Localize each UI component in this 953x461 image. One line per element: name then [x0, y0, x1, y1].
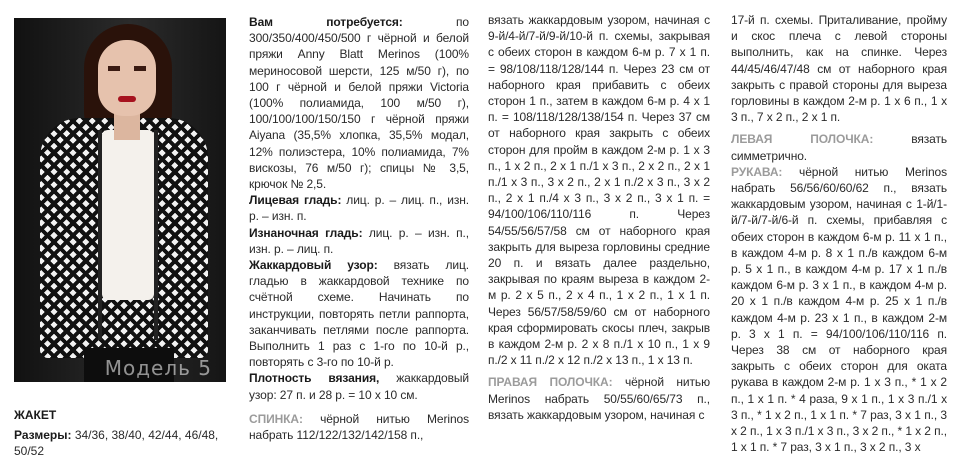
- model-photo: [14, 18, 226, 382]
- back-continued-paragraph: вязать жаккардовым узором, начиная с 9-й/4-й/7-й/9-й/10-й п. схемы, закрывая с обеих сторон в каждом 6-м р. 7 х 1 п. = 98/108/118/128/144 п. Через 23 см от наборного края прибавить с обеих сторон 1 п., затем в каждом 6-м р. 4 х 1 п. = 108/118/128/138/154 п. Через 37 см от наборного края закрыть с обеих сторон для пройм в каждом 2-м р. 1 х 3 п., 1 х 2 п., 2 х 1 п./1 х 3 п., 2 х 2 п., 2 х 1 п./1 х 3 п., 3 х 2 п., 2 х 1 п./2 х 3 п., 3 х 2 п., 2 х 1 п./4 х 3 п., 3 х 2 п., 3 х 1 п. = 94/100/106/110/116 п. Через 54/55/56/57/58 см от наборного края закрыть для выреза горловины средние 20 п. и вязать далее раздельно, закрывая по краям выреза в каждом 2-м р. 2 х 5 п., 2 х 4 п., 1 х 2 п., 1 х 1 п. Через 56/57/58/59/60 см от наборного края сформировать скосы плеч, закрыв в каждом 2-м р. 2 х 8 п./1 х 10 п., 1 х 9 п./2 х 11 п./2 х 12 п./2 х 13 п., 1 х 13 п.: [488, 13, 710, 368]
- instructions-column-2: [488, 12, 710, 461]
- jacquard-label: Жаккардовый узор:: [249, 258, 378, 273]
- reverse-stockinette-text: лиц. р. – изн. п., изн. р. – лиц. п.: [249, 225, 469, 256]
- stockinette-text: лиц. р. – лиц. п., изн. р. – изн. п.: [249, 193, 469, 224]
- stockinette-paragraph: [249, 192, 469, 224]
- right-front-text: чёрной нитью Merinos набрать 50/55/60/65/73 п., вязать жаккардовым узором, начиная с: [488, 375, 710, 422]
- right-front-continued-paragraph: 17-й п. схемы. Приталивание, пройму и скос плеча с левой стороны выполнить, как на спинке. Через 44/45/46/47/48 см от наборного края закрыть с правой стороны для выреза горловины в каждом 2-м р. 1 х 6 п., 1 х 3 п., 7 х 2 п., 2 х 1 п.: [731, 13, 947, 125]
- right-front-label: ПРАВАЯ ПОЛОЧКА:: [488, 375, 613, 390]
- jacquard-paragraph: [249, 257, 469, 370]
- instructions-column-3: [731, 12, 947, 461]
- sleeves-label: РУКАВА:: [731, 164, 783, 179]
- back-paragraph: [249, 411, 469, 443]
- back-label: СПИНКА:: [249, 411, 303, 426]
- gauge-paragraph: [249, 370, 469, 402]
- materials-label: Вам потребуется:: [249, 15, 403, 29]
- stockinette-label: Лицевая гладь:: [249, 193, 342, 208]
- gauge-label: Плотность вязания,: [249, 371, 380, 386]
- article-title: ЖАКЕТ: [14, 408, 57, 422]
- jacquard-text: вязать лиц. гладью в жаккардовой технике по счётной схеме. Начинать по инструкции, повторять петли раппорта, заканчивать петлями после раппорта. Выполнить 1 раз с 1-го по 10-й р., повторять с 3-го по 10-й р.: [249, 258, 469, 370]
- sleeves-paragraph: [731, 164, 947, 456]
- reverse-stockinette-label: Изнаночная гладь:: [249, 225, 363, 240]
- sizes-label: Размеры:: [14, 428, 72, 442]
- left-front-label: ЛЕВАЯ ПОЛОЧКА:: [731, 132, 874, 147]
- photo-caption: Модель 5: [104, 356, 212, 380]
- left-front-paragraph: [731, 131, 947, 163]
- right-front-paragraph: [488, 374, 710, 423]
- gauge-text: жаккардовый узор: 27 п. и 28 р. = 10 х 10 см.: [249, 371, 469, 402]
- materials-paragraph: [249, 14, 469, 192]
- blouse-shape: [102, 130, 154, 300]
- face-shape: [98, 40, 156, 116]
- sizes-line: [14, 427, 230, 459]
- back-text: чёрной нитью Merinos набрать 112/122/132/142/158 п.,: [249, 411, 469, 443]
- materials-text: по 300/350/400/450/500 г чёрной и белой пряжи Anny Blatt Merinos (100% мериносовой шерсти, 125 м/50 г), по 100 г чёрной и белой пряжи Victoria (100% полиамида, 100 м/50 г), 100/100/100/150/150 г чёрной пряжи Aiyana (35,5% хлопка, 35,5% модал, 12% полиэстера, 10% полиамида, 7% вискозы, 76 м/50 г); спицы № 3,5, крючок № 2,5.: [249, 15, 469, 192]
- left-front-text: вязать симметрично.: [731, 132, 947, 163]
- reverse-stockinette-paragraph: [249, 225, 469, 257]
- sleeves-text: чёрной нитью Merinos набрать 56/56/60/60/62 п., вязать жаккардовым узором, начиная с 1-й/1-й/7-й/7-й/6-й п. схемы, прибавляя с обеих сторон в каждом 6-м р. 11 х 1 п., в каждом 4-м р. 8 х 1 п./в каждом 6-м р. 5 х 1 п., в каждом 4-м р. 17 х 1 п./в каждом 6-м р. 3 х 1 п., в каждом 4-м р. 20 х 1 п./в каждом 4-м р. 25 х 1 п./в каждом 4-м р. 23 х 1 п., в каждом 2-м р. 3 х 1 п. = 94/100/106/110/116 п. Через 38 см от наборного края закрыть с обеих сторон для оката рукава в каждом 2-м р. 1 х 3 п., * 1 х 2 п., 1 х 1 п. * 4 раза, 9 х 1 п., 1 х 3 п./1 х 3 п., * 1 х 2 п., 1 х 1 п. * 7 раз, 3 х 1 п., 3 х 2 п., 1 х 3 п./1 х 3 п., 3 х 2 п., * 1 х 2 п., 1 х 1 п. * 7 раз, 3 х 1 п., 3 х 2 п., 3 х: [731, 164, 947, 455]
- instructions-column-1: [249, 14, 469, 461]
- sizes-value: 34/36, 38/40, 42/44, 46/48, 50/52: [14, 428, 219, 458]
